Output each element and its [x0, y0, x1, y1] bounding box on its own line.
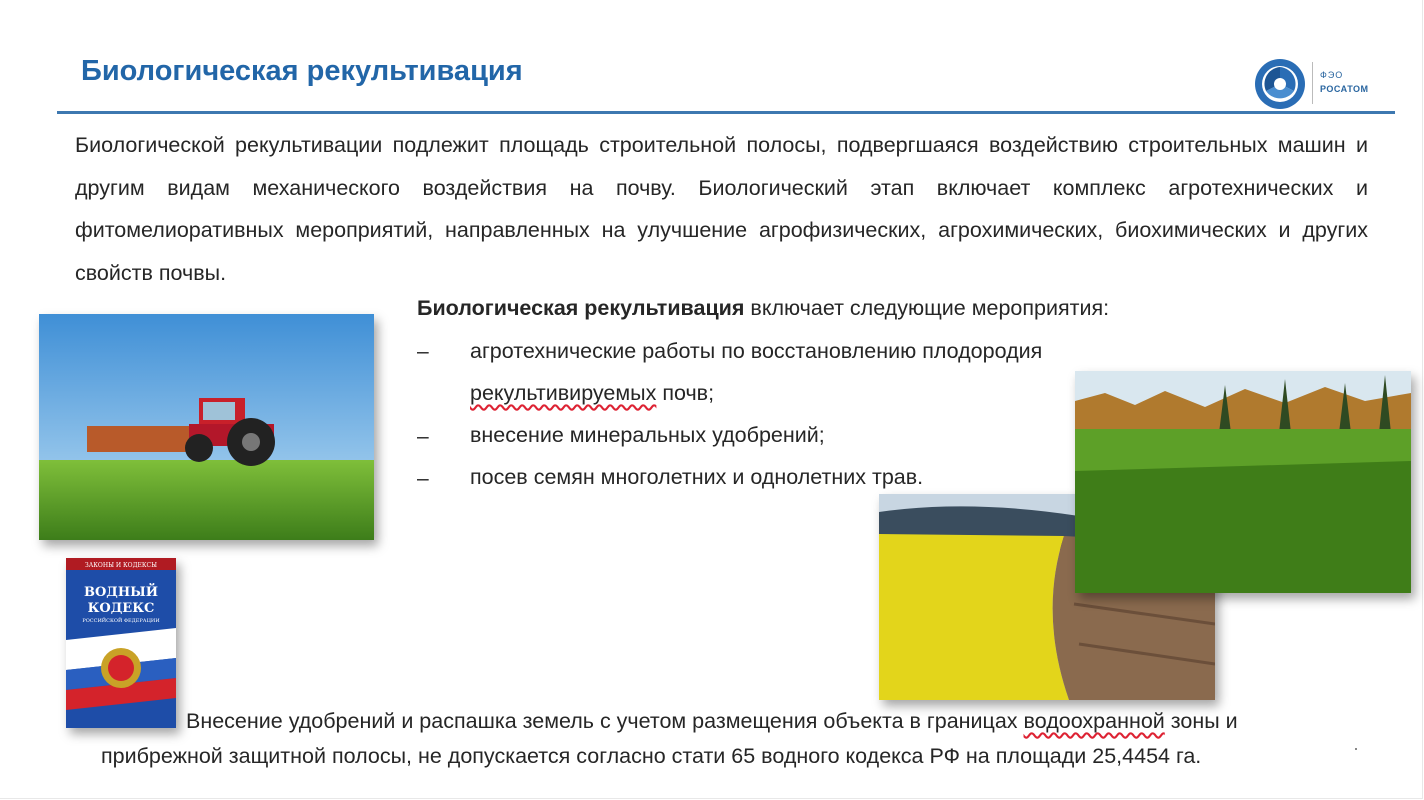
list-item-3: посев семян многолетних и однолетних трав.	[470, 465, 924, 489]
footer-line-1	[186, 703, 1238, 739]
measures-lead	[417, 292, 1109, 324]
list-item-1-line2	[470, 372, 714, 415]
logo-line2: РОСАТОМ	[1320, 84, 1369, 94]
spellcheck-word: водоохранной	[1023, 709, 1165, 733]
title-underline	[57, 111, 1395, 114]
bullet-dash: –	[417, 340, 429, 363]
rosatom-logo	[1254, 58, 1384, 108]
decorative-dot	[1355, 748, 1357, 750]
book-title-1: ВОДНЫЙ	[83, 585, 159, 600]
list-item-2: внесение минеральных удобрений;	[470, 423, 825, 447]
footer-line-1-end: зоны и	[1164, 709, 1238, 733]
book-title-2: КОДЕКС	[87, 601, 155, 616]
logo-line1: ФЭО	[1320, 70, 1344, 80]
spellcheck-word: рекультивируемых	[470, 381, 657, 405]
slide-title: Биологическая рекультивация	[81, 55, 523, 87]
footer-line-2: прибрежной защитной полосы, не допускается согласно стати 65 водного кодекса РФ на площади 25,4454 га.	[101, 744, 1202, 768]
list-item-1-line2-rest: почв;	[656, 381, 715, 405]
footer-line-1-start: Внесение удобрений и распашка земель с учетом размещения объекта в границах	[186, 709, 1024, 733]
lead-bold: Биологическая рекультивация	[417, 296, 745, 320]
rosatom-logo-icon	[1254, 58, 1306, 110]
tractor-photo	[39, 314, 374, 540]
bullet-dash: –	[417, 425, 429, 448]
book-top-label: ЗАКОНЫ И КОДЕКСЫ	[85, 562, 157, 569]
lead-rest: включает следующие мероприятия:	[744, 296, 1110, 320]
grass-field-photo	[1075, 371, 1411, 593]
logo-separator	[1312, 62, 1313, 104]
bullet-dash: –	[417, 467, 429, 490]
list-item-1-line1: агротехнические работы по восстановлению плодородия	[470, 339, 1043, 363]
water-code-book	[66, 558, 176, 728]
book-subtitle: РОССИЙСКОЙ ФЕДЕРАЦИИ	[82, 618, 160, 624]
intro-paragraph: Биологической рекультивации подлежит площадь строительной полосы, подвергшаяся воздействию строительных машин и другим видам механического воздействия на почву. Биологический этап включает комплекс агротехнических и фитомелиоративных мероприятий, направленных на улучшение агрофизических, агрохимических, биохимических и других свойств почвы.	[75, 133, 1368, 285]
